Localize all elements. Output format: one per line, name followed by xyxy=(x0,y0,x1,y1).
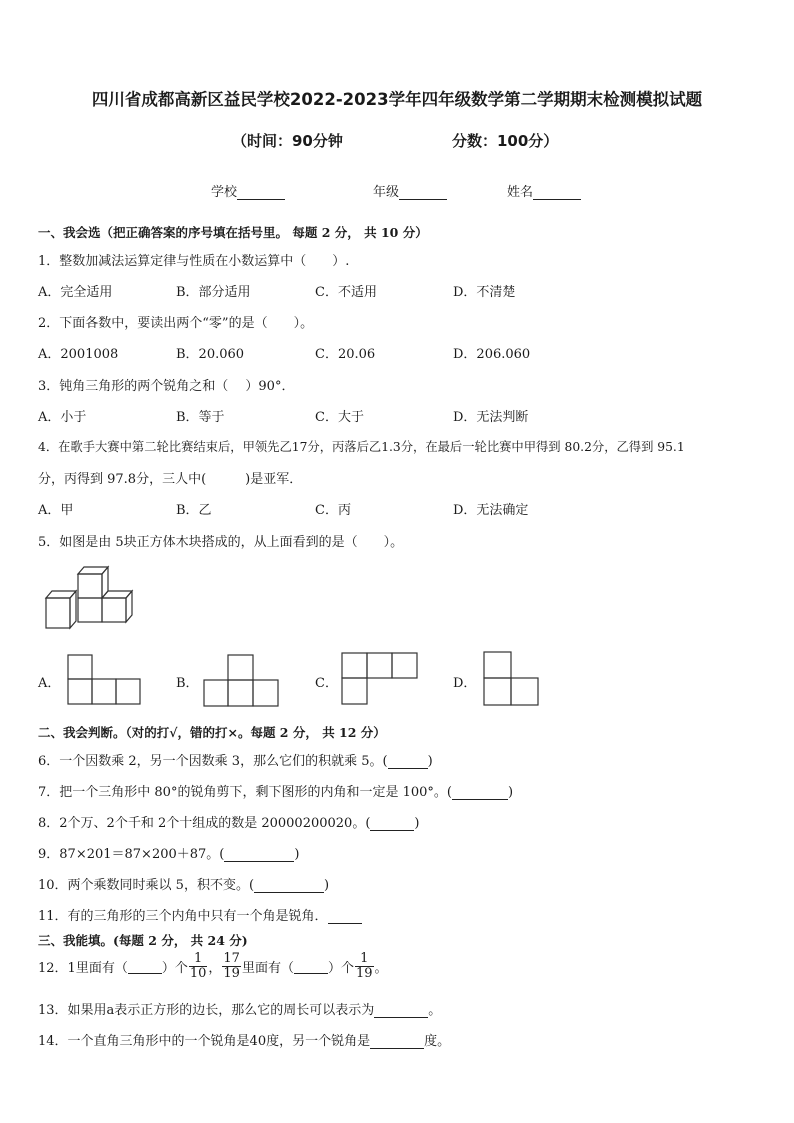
option-b-figure[interactable] xyxy=(203,654,281,708)
question-6: 6．一个因数乘 2，另一个因数乘 3，那么它们的积就乘 5。( ) xyxy=(38,754,433,769)
q1-option-a[interactable]: A．完全适用 xyxy=(38,285,113,300)
q3-option-b[interactable]: B．等于 xyxy=(176,410,225,425)
school-field[interactable]: 学校 xyxy=(211,181,285,200)
q1-option-d[interactable]: D．不清楚 xyxy=(453,285,516,300)
q2-option-b[interactable]: B．20.060 xyxy=(176,347,245,362)
question-4-line2: 分，丙得到 97.8分，三人中( )是亚军． xyxy=(38,472,303,487)
section2-heading: 二、我会判断。（对的打√，错的打×。每题 2 分， 共 12 分） xyxy=(38,725,386,740)
question-4-line1: 4．在歌手大赛中第二轮比赛结束后，甲领先乙17分，丙落后乙1.3分，在最后一轮比赛中甲得到 80.2分，乙得到 95.1 xyxy=(38,440,685,454)
q8-answer-blank[interactable] xyxy=(370,816,414,831)
question-13: 13．如果用a表示正方形的边长，那么它的周长可以表示为 。 xyxy=(38,1003,442,1018)
question-5: 5．如图是由 5块正方体木块搭成的，从上面看到的是（ ）。 xyxy=(38,535,404,550)
fraction-seventeen-nineteenths: $\frac{17}{19}$ xyxy=(223,951,240,981)
question-7: 7．把一个三角形中 80°的锐角剪下，剩下图形的内角和一定是 100°。( ) xyxy=(38,785,514,800)
question-14: 14．一个直角三角形中的一个锐角是40度，另一个锐角是 度。 xyxy=(38,1034,451,1049)
q5-option-a[interactable]: A． xyxy=(38,676,61,691)
q1-option-b[interactable]: B．部分适用 xyxy=(176,285,251,300)
question-1: 1．整数加减法运算定律与性质在小数运算中（ ）. xyxy=(38,254,350,269)
q10-answer-blank[interactable] xyxy=(254,878,324,893)
option-d-figure[interactable] xyxy=(482,650,542,708)
q5-option-b[interactable]: B． xyxy=(176,676,199,691)
q11-answer-blank[interactable] xyxy=(328,909,362,924)
q14-answer-blank[interactable] xyxy=(370,1034,424,1049)
q5-option-c[interactable]: C． xyxy=(315,676,338,691)
q13-answer-blank[interactable] xyxy=(374,1003,428,1018)
q4-option-c[interactable]: C．丙 xyxy=(315,503,351,518)
option-a-figure[interactable] xyxy=(67,654,143,706)
cube-stack-figure xyxy=(40,562,144,634)
fraction-one-tenth: $\frac{1}{10}$ xyxy=(189,951,207,981)
question-11: 11．有的三角形的三个内角中只有一个角是锐角． xyxy=(38,905,362,924)
score-label: 分数：100分） xyxy=(452,132,559,150)
q2-option-c[interactable]: C．20.06 xyxy=(315,347,376,362)
section1-heading: 一、我会选（把正确答案的序号填在括号里。 每题 2 分， 共 10 分） xyxy=(38,225,428,240)
option-c-figure[interactable] xyxy=(340,652,420,706)
question-3: 3．钝角三角形的两个锐角之和（ ）90°． xyxy=(38,379,295,394)
question-8: 8．2个万、2个千和 2个十组成的数是 20000200020。( ) xyxy=(38,816,420,831)
page-title: 四川省成都高新区益民学校2022-2023学年四年级数学第二学期期末检测模拟试题 xyxy=(91,90,703,109)
q9-answer-blank[interactable] xyxy=(224,847,294,862)
q12-blank-1[interactable] xyxy=(128,959,162,974)
question-12: 12．1里面有（ ）个 $\frac{1}{10}$ ， $\frac{17}{19}$ 里面有（ ）个 $\frac{1}{19}$ 。 xyxy=(38,951,388,981)
q5-option-d[interactable]: D． xyxy=(453,676,477,691)
grade-field[interactable]: 年级 xyxy=(373,181,447,200)
question-9: 9．87×201＝87×200＋87。( ) xyxy=(38,847,300,862)
fraction-one-nineteenth: $\frac{1}{19}$ xyxy=(355,951,373,981)
q4-option-a[interactable]: A．甲 xyxy=(38,503,74,518)
name-field[interactable]: 姓名 xyxy=(507,181,581,200)
q6-answer-blank[interactable] xyxy=(388,754,428,769)
q3-option-d[interactable]: D．无法判断 xyxy=(453,410,529,425)
q3-option-c[interactable]: C．大于 xyxy=(315,410,364,425)
q2-option-d[interactable]: D．206.060 xyxy=(453,347,531,362)
q4-option-d[interactable]: D．无法确定 xyxy=(453,503,529,518)
q3-option-a[interactable]: A．小于 xyxy=(38,410,87,425)
section3-heading: 三、我能填。(每题 2 分， 共 24 分) xyxy=(38,933,248,948)
q2-option-a[interactable]: A．2001008 xyxy=(38,347,119,362)
q4-option-b[interactable]: B．乙 xyxy=(176,503,212,518)
q7-answer-blank[interactable] xyxy=(452,785,508,800)
q12-blank-2[interactable] xyxy=(294,959,328,974)
q1-option-c[interactable]: C．不适用 xyxy=(315,285,377,300)
time-label: （时间：90分钟 xyxy=(232,132,343,150)
question-10: 10．两个乘数同时乘以 5，积不变。( ) xyxy=(38,878,330,893)
question-2: 2．下面各数中，要读出两个“零”的是（ ）。 xyxy=(38,316,314,331)
